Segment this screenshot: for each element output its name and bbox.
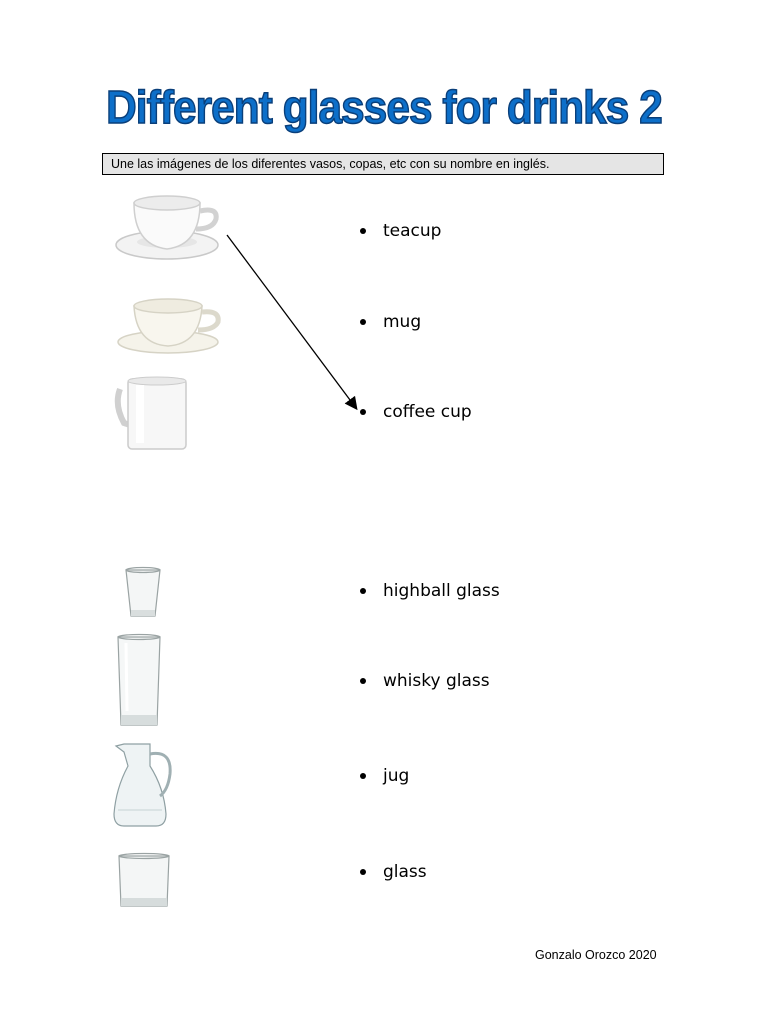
worksheet-title: Different glasses for drinks 2 — [106, 81, 662, 133]
list-item-teacup — [360, 221, 441, 241]
bullet-icon — [360, 228, 366, 234]
list-item-label: highball glass — [383, 581, 500, 601]
list-item-label: glass — [383, 862, 427, 882]
bullet-icon — [360, 409, 366, 415]
list-item-coffee-cup — [360, 402, 472, 422]
author-footer: Gonzalo Orozco 2020 — [535, 948, 657, 962]
bullet-icon — [360, 588, 366, 594]
list-item-jug — [360, 766, 409, 786]
list-item-label: jug — [383, 766, 410, 786]
bullet-icon — [360, 678, 366, 684]
bullet-icon — [360, 319, 366, 325]
bullet-icon — [360, 869, 366, 875]
instruction-box: Une las imágenes de los diferentes vasos, copas, etc con su nombre en inglés. — [102, 153, 664, 175]
list-item-highball-glass — [360, 581, 500, 601]
list-item-label: mug — [383, 312, 422, 332]
list-item-label: whisky glass — [383, 671, 490, 691]
list-item-label: coffee cup — [383, 402, 472, 422]
list-item-glass — [360, 862, 427, 882]
list-item-label: teacup — [383, 221, 442, 241]
list-item-mug — [360, 312, 421, 332]
list-item-whisky-glass — [360, 671, 490, 691]
bullet-icon — [360, 773, 366, 779]
